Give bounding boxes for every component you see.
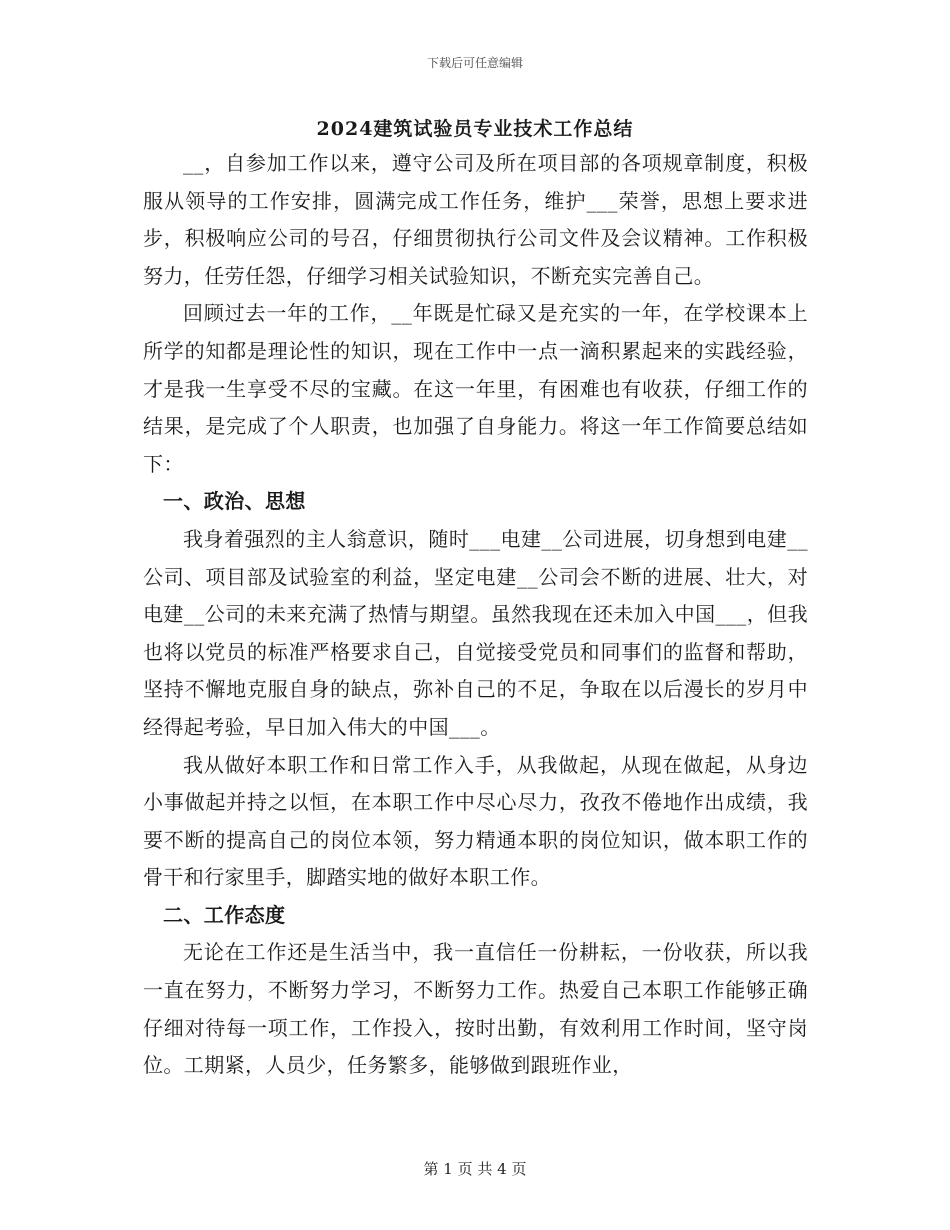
page-header-note: 下载后可任意编辑 (426, 56, 523, 70)
document-title: 2024建筑试验员专业技术工作总结 (316, 118, 634, 140)
paragraph-intro: __，自参加工作以来，遵守公司及所在项目部的各项规章制度，积极服从领导的工作安排，圆满完成工作任务，维护___荣誉，思想上要求进步，积极响应公司的号召，仔细贯彻执行公司文件及会议精神。工作积极努力，任劳任怨，仔细学习相关试验知识，不断充实完善自己。 (143, 151, 808, 288)
section-heading-politics: 一、政治、思想 (163, 489, 306, 514)
section-heading-attitude: 二、工作态度 (163, 902, 286, 927)
document-body (143, 145, 808, 1085)
paragraph-attitude-1: 无论在工作还是生活当中，我一直信任一份耕耘，一份收获，所以我一直在努力，不断努力学习，不断努力工作。热爱自己本职工作能够正确仔细对待每一项工作，工作投入，按时出勤，有效利用工作时间，坚守岗位。工期紧，人员少，任务繁多，能够做到跟班作业， (143, 940, 808, 1078)
paragraph-politics-2: 我从做好本职工作和日常工作入手，从我做起，从现在做起，从身边小事做起并持之以恒，在本职工作中尽心尽力，孜孜不倦地作出成绩，我要不断的提高自己的岗位本领，努力精通本职的岗位知识，做本职工作的骨干和行家里手，脚踏实地的做好本职工作。 (143, 752, 808, 890)
paragraph-review: 回顾过去一年的工作，__年既是忙碌又是充实的一年，在学校课本上所学的知都是理论性的知识，现在工作中一点一滴积累起来的实践经验，才是我一生享受不尽的宝藏。在这一年里，有困难也有收获，仔细工作的结果，是完成了个人职责，也加强了自身能力。将这一年工作简要总结如下： (143, 301, 808, 476)
page-number: 第 1 页 共 4 页 (423, 1160, 527, 1178)
paragraph-politics-1: 我身着强烈的主人翁意识，随时___电建__公司进展，切身想到电建__公司、项目部及试验室的利益，坚定电建__公司会不断的进展、壮大，对电建__公司的未来充满了热情与期望。虽然我现在还未加入中国___，但我也将以党员的标准严格要求自己，自觉接受党员和同事们的监督和帮助，坚持不懈地克服自身的缺点，弥补自己的不足，争取在以后漫长的岁月中经得起考验，早日加入伟大的中国___。 (143, 526, 808, 739)
